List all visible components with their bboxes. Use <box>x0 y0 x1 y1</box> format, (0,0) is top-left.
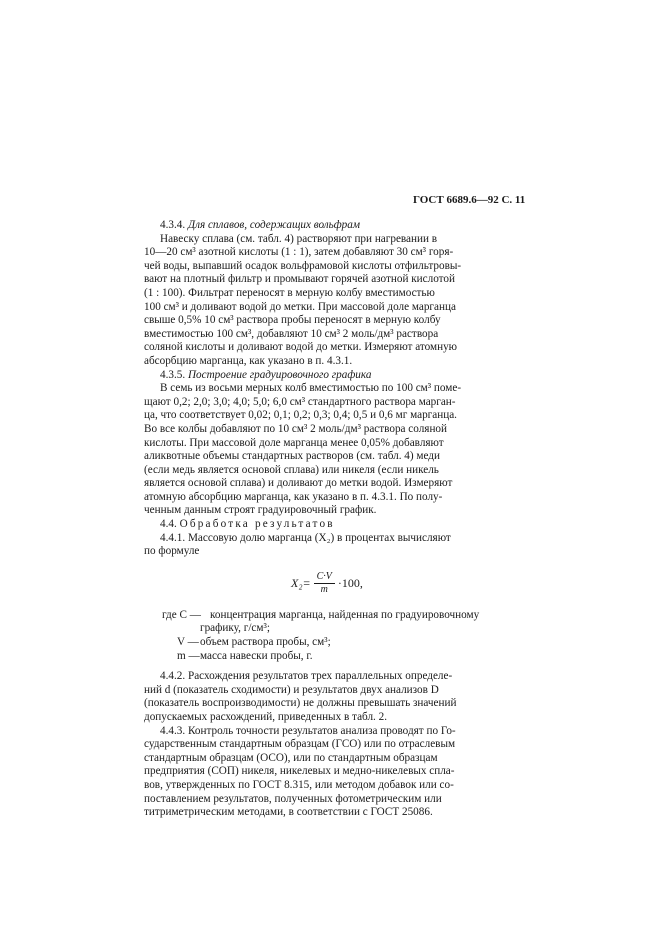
section-4-3-4-heading <box>144 219 518 233</box>
section-4-4-heading <box>144 518 518 532</box>
definition-text: графику, г/см³; <box>200 622 270 635</box>
text-line: 100 см³ и доливают водой до метки. При массовой доле марганца <box>144 300 456 313</box>
text-line: кислоты. При массовой доле марганца менее 0,05% добавляют <box>144 436 444 449</box>
text-line: аликвотные объемы стандартных растворов (см. табл. 4) меди <box>144 450 440 463</box>
text-line: щают 0,2; 2,0; 3,0; 4,0; 5,0; 6,0 см³ стандартного раствора марган- <box>144 395 456 408</box>
text-line: В семь из восьми мерных колб вместимостью по 100 см³ поме- <box>160 382 462 395</box>
definition-row <box>144 636 518 650</box>
text-line: ца, что соответствует 0,02; 0,1; 0,2; 0,3; 0,4; 0,5 и 0,6 мг марганца. <box>144 409 457 422</box>
formula-numerator: C·V <box>314 571 335 584</box>
text-line: ний d (показатель сходимости) и результатов двух анализов D <box>144 683 439 696</box>
formula-definitions <box>144 609 518 663</box>
text-line: по формуле <box>144 545 200 558</box>
text-line: вов, утвержденных по ГОСТ 8.315, или методом добавок или со- <box>144 778 454 791</box>
definition-text: масса навески пробы, г. <box>200 649 313 662</box>
text-line: (показатель воспроизводимости) не должны превышать значений <box>144 697 457 710</box>
section-4-4-2-body <box>144 670 518 724</box>
definition-text: концентрация марганца, найденная по градуировочному <box>210 608 480 621</box>
section-number: 4.3.5. <box>160 368 186 381</box>
definition-symbol: V — <box>177 636 199 649</box>
text-line: поставлением результатов, полученных фотометрическим или <box>144 792 442 805</box>
section-4-3-5-heading <box>144 369 518 383</box>
text-line: атомную абсорбцию марганца, как указано в п. 4.3.1. По полу- <box>144 490 443 503</box>
text-line: соляной кислоты и доливают водой до метки. Измеряют атомную <box>144 341 458 354</box>
text-line: абсорбцию марганца, как указано в п. 4.3.1. <box>144 354 353 367</box>
document-body <box>144 219 518 820</box>
text-line: 4.4.1. Массовую долю марганца (X₂) в процентах вычисляют <box>160 531 451 544</box>
section-4-4-3-body <box>144 725 518 820</box>
text-line: допускаемых расхождений, приведенных в табл. 2. <box>144 711 388 723</box>
section-title: Обработка результатов <box>179 518 335 531</box>
formula-lhs: X₂= <box>291 576 311 591</box>
text-line: стандартным образцам (ОСО), или по стандартным образцам <box>144 751 438 764</box>
section-number: 4.3.4. <box>160 219 186 231</box>
text-line: (1 : 100). Фильтрат переносят в мерную колбу вместимостью <box>144 286 435 299</box>
text-line: чей воды, выпавший осадок вольфрамовой кислоты отфильтровы- <box>144 259 462 272</box>
formula-fraction <box>314 571 335 596</box>
text-line: вместимостью 100 см³, добавляют 10 см³ 2 моль/дм³ раствора <box>144 327 439 340</box>
section-4-3-4-body <box>144 233 518 369</box>
text-line: (если медь является основой сплава) или никеля (если никель <box>144 463 439 476</box>
text-line: Во все колбы добавляют по 10 см³ 2 моль/дм³ раствора соляной <box>144 422 448 435</box>
formula-rhs: ·100, <box>337 576 363 591</box>
definition-row <box>144 609 518 623</box>
formula <box>291 571 518 597</box>
text-line: является основой сплава) и доливают до метки водой. Измеряют <box>144 477 453 490</box>
text-line: титриметрическим методами, в соответствии с ГОСТ 25086. <box>144 806 433 819</box>
definition-row <box>144 650 518 664</box>
definition-symbol: где C — <box>162 608 201 621</box>
section-title: Для сплавов, содержащих вольфрам <box>187 219 361 231</box>
text-line: вают на плотный фильтр и промывают горячей азотной кислотой <box>144 273 455 286</box>
text-line: 10—20 см³ азотной кислоты (1 : 1), затем добавляют 30 см³ горя- <box>144 246 454 259</box>
definition-row <box>144 622 518 636</box>
text-line: свыше 0,5% 10 см³ раствора пробы переносят в мерную колбу <box>144 314 441 327</box>
text-line: 4.4.2. Расхождения результатов трех параллельных определе- <box>160 670 453 683</box>
section-title: Построение градуировочного графика <box>187 368 372 381</box>
definition-text: объем раствора пробы, см³; <box>200 636 331 649</box>
text-line: предприятия (СОП) никеля, никелевых и медно-никелевых спла- <box>144 765 455 778</box>
text-line: ченным данным строят градуировочный график. <box>144 504 377 517</box>
formula-denominator: m <box>320 584 328 596</box>
text-line: Навеску сплава (см. табл. 4) растворяют при нагревании в <box>160 232 438 245</box>
definition-symbol: m — <box>177 649 200 662</box>
text-line: сударственным стандартным образцам (ГСО) или по отраслевым <box>144 738 456 751</box>
section-4-4-1-body <box>144 532 518 559</box>
section-4-3-5-body <box>144 382 518 518</box>
page-header: ГОСТ 6689.6—92 С. 11 <box>413 194 526 206</box>
section-number: 4.4. <box>160 518 177 531</box>
text-line: 4.4.3. Контроль точности результатов анализа проводят по Го- <box>160 724 456 737</box>
